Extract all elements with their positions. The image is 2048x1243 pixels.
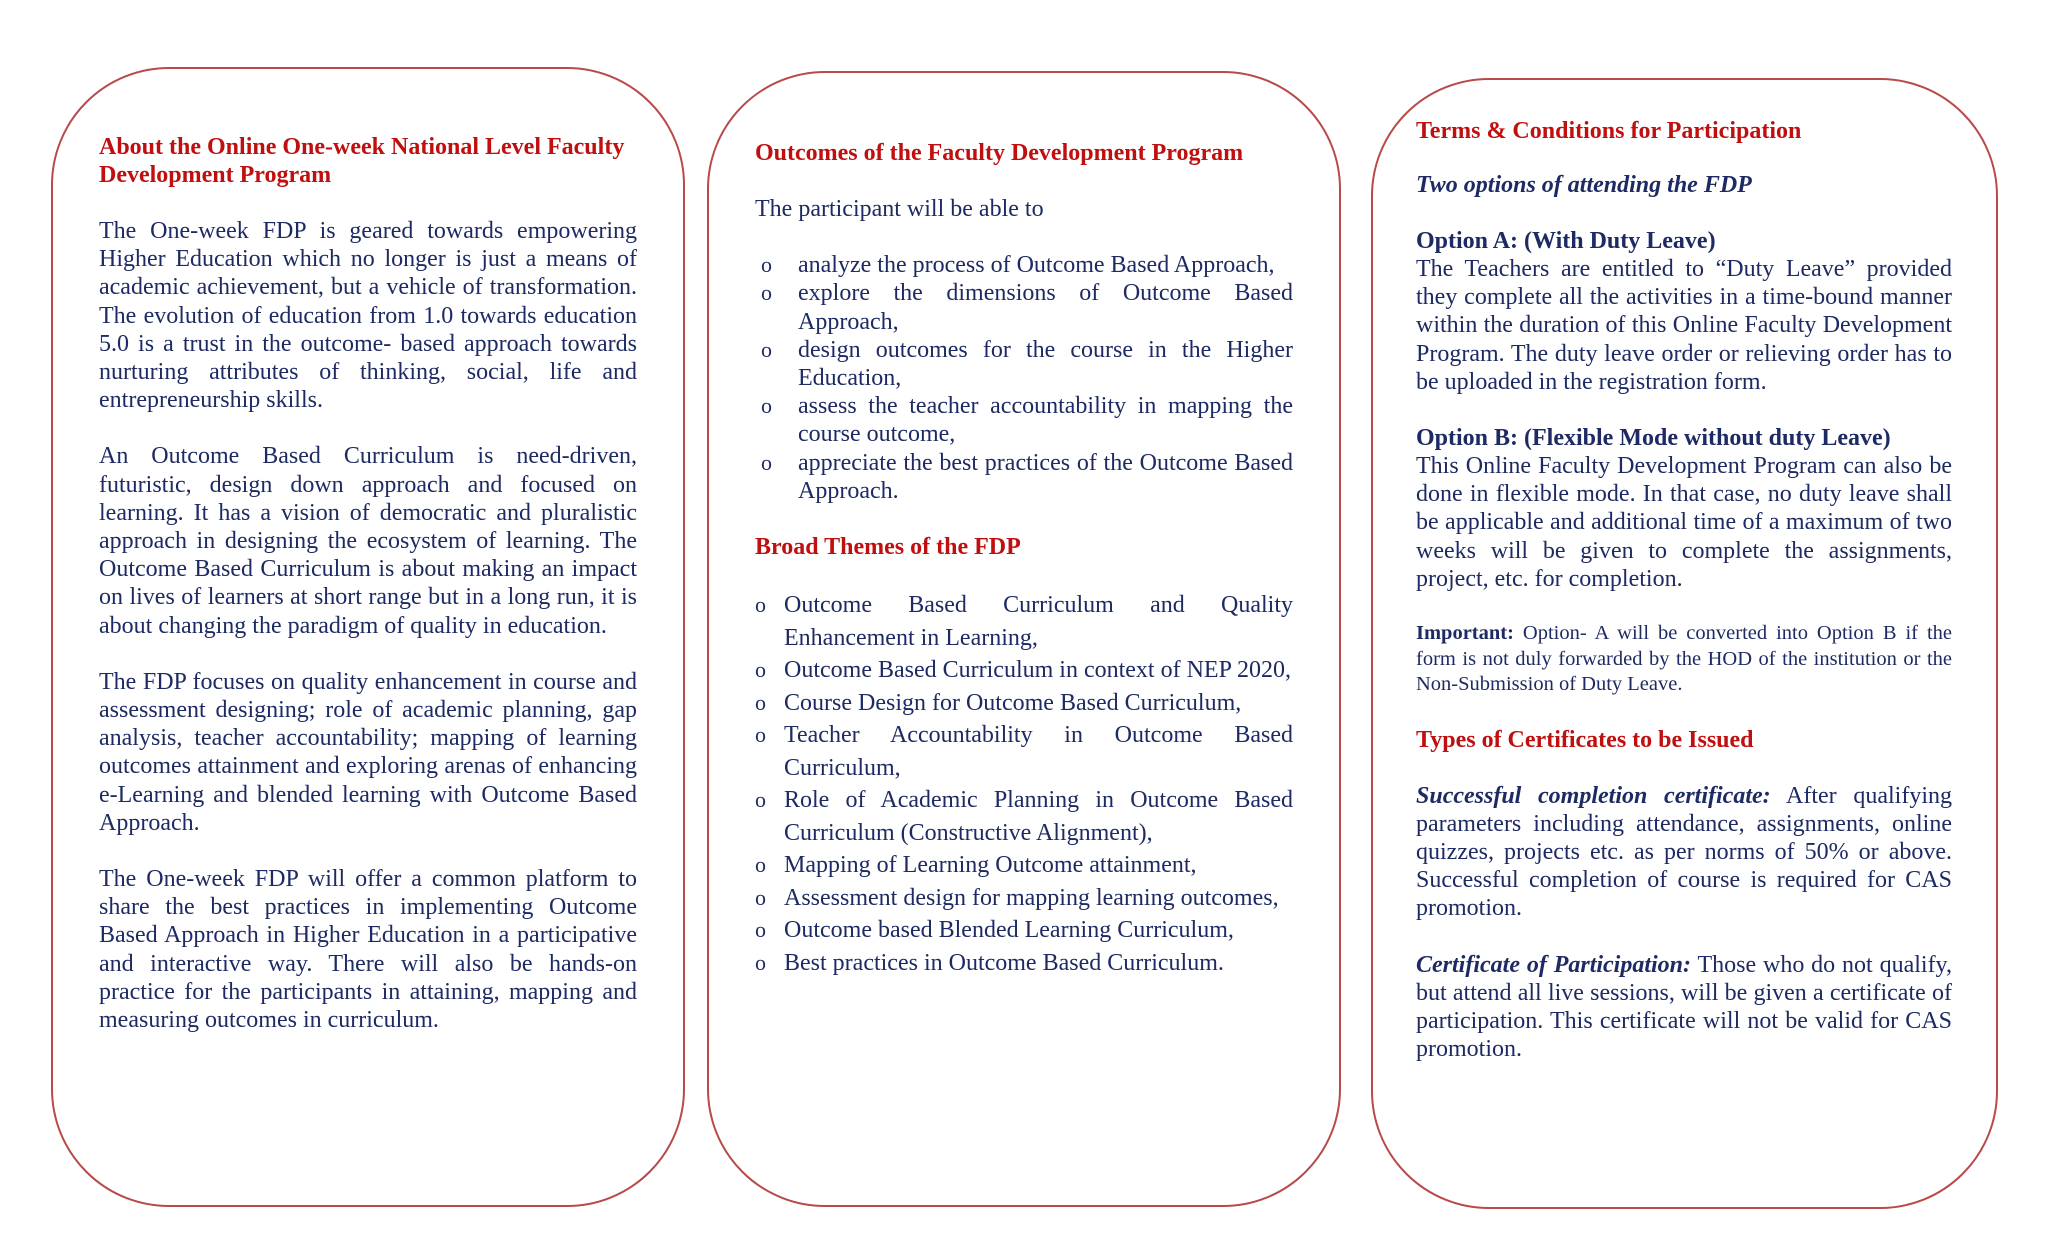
- important-label: Important:: [1416, 622, 1514, 645]
- circle-bullet-icon: o: [755, 949, 766, 975]
- themes-heading: Broad Themes of the FDP: [755, 534, 1021, 561]
- option-b-title: Option B: (Flexible Mode without duty Leave): [1416, 425, 1891, 452]
- certificates-heading: Types of Certificates to be Issued: [1416, 726, 1754, 753]
- about-paragraph-1: The One-week FDP is geared towards empowering Higher Education which no longer is just a means of academic achievement, but a vehicle of transformation. The evolution of education from 1.0 towards education 5.0 is a trust in the outcome- based approach towards nurturing attributes of thinking, social, life and entrepreneurship skills.: [99, 218, 637, 414]
- circle-bullet-icon: o: [761, 336, 772, 362]
- about-paragraph-2: An Outcome Based Curriculum is need-driven, futuristic, design down approach and focused on learning. It has a vision of democratic and pluralistic approach in designing the ecosystem of learning. The Outcome Based Curriculum is about making an impact on lives of learners at short range but in a long run, it is about changing the paradigm of quality in education.: [99, 443, 637, 639]
- cert-participation: [1416, 951, 1952, 1064]
- options-subheading: Two options of attending the FDP: [1416, 172, 1752, 198]
- circle-bullet-icon: o: [755, 787, 766, 813]
- option-a-title: Option A: (With Duty Leave): [1416, 228, 1716, 254]
- list-item: o Outcome Based Curriculum and Quality Enhancement in Learning,: [755, 589, 1293, 654]
- option-a-text: The Teachers are entitled to “Duty Leave” provided they complete all the activities in a time-bound manner within the duration of this Online Faculty Development Program. The duty leave order or relieving order has to be uploaded in the registration form.: [1416, 256, 1952, 395]
- list-item: o Outcome Based Curriculum in context of NEP 2020,: [755, 654, 1293, 687]
- list-item: o assess the teacher accountability in mapping the course outcome,: [761, 393, 1293, 448]
- outcomes-heading: Outcomes of the Faculty Development Program: [755, 140, 1244, 166]
- important-note: [1416, 621, 1952, 698]
- cert-participation-label: Certificate of Participation:: [1416, 951, 1692, 978]
- circle-bullet-icon: o: [755, 689, 766, 715]
- circle-bullet-icon: o: [755, 657, 766, 683]
- list-item: o Best practices in Outcome Based Curriculum.: [755, 947, 1293, 980]
- list-item: o analyze the process of Outcome Based Approach,: [761, 252, 1275, 279]
- list-item: o Outcome based Blended Learning Curriculum,: [755, 914, 1293, 947]
- list-item: o Teacher Accountability in Outcome Based Curriculum,: [755, 719, 1293, 784]
- important-text: Option- A will be converted into Option B if the form is not duly forwarded by the HOD of the institution or the Non-Submission of Duty Leave.: [1416, 622, 1952, 696]
- circle-bullet-icon: o: [755, 722, 766, 748]
- outcomes-panel: [707, 71, 1341, 1207]
- list-item: o Assessment design for mapping learning outcomes,: [755, 882, 1293, 915]
- about-heading: About the Online One-week National Level Faculty Development Program: [99, 134, 625, 188]
- themes-list: [755, 589, 1293, 979]
- list-item: o design outcomes for the course in the Higher Education,: [761, 336, 1293, 392]
- circle-bullet-icon: o: [755, 917, 766, 943]
- cert-participation-text: Those who do not qualify, but attend all live sessions, will be given a certificate of participation. This certificate will not be valid for CAS promotion.: [1416, 951, 1953, 1063]
- circle-bullet-icon: o: [755, 884, 766, 910]
- list-item: o explore the dimensions of Outcome Based Approach,: [761, 280, 1293, 335]
- list-item: o appreciate the best practices of the Outcome Based Approach.: [761, 449, 1293, 504]
- terms-heading: Terms & Conditions for Participation: [1416, 118, 1802, 144]
- cert-completion-label: Successful completion certificate:: [1416, 782, 1771, 809]
- circle-bullet-icon: o: [761, 280, 772, 306]
- terms-panel: [1371, 78, 1998, 1209]
- circle-bullet-icon: o: [755, 592, 766, 618]
- option-b-text: This Online Faculty Development Program can also be done in flexible mode. In that case, no duty leave shall be applicable and additional time of a maximum of two weeks will be given to complete the assignments, project, etc. for completion.: [1416, 453, 1952, 592]
- cert-completion: [1416, 782, 1952, 923]
- list-item: o Role of Academic Planning in Outcome Based Curriculum (Constructive Alignment),: [755, 784, 1293, 849]
- cert-completion-text: After qualifying parameters including attendance, assignments, online quizzes, projects etc. as per norms of 50% or above. Successful completion of course is required for CAS promotion.: [1416, 782, 1952, 922]
- about-paragraph-3: The FDP focuses on quality enhancement in course and assessment designing; role of academic planning, gap analysis, teacher accountability; mapping of learning outcomes attainment and exploring arenas of enhancing e-Learning and blended learning with Outcome Based Approach.: [99, 668, 637, 836]
- list-item: o Mapping of Learning Outcome attainment,: [755, 849, 1293, 882]
- outcomes-intro: The participant will be able to: [755, 196, 1044, 222]
- about-panel: [51, 67, 685, 1207]
- circle-bullet-icon: o: [761, 252, 772, 278]
- about-paragraph-4: The One-week FDP will offer a common platform to share the best practices in implementing Outcome Based Approach in Higher Education in a participative and interactive way. There will also be hands-on practice for the participants in attaining, mapping and measuring outcomes in curriculum.: [99, 866, 637, 1034]
- circle-bullet-icon: o: [761, 449, 772, 475]
- circle-bullet-icon: o: [761, 393, 772, 419]
- circle-bullet-icon: o: [755, 852, 766, 878]
- outcomes-list: [755, 251, 1293, 505]
- list-item: o Course Design for Outcome Based Curriculum,: [755, 687, 1293, 720]
